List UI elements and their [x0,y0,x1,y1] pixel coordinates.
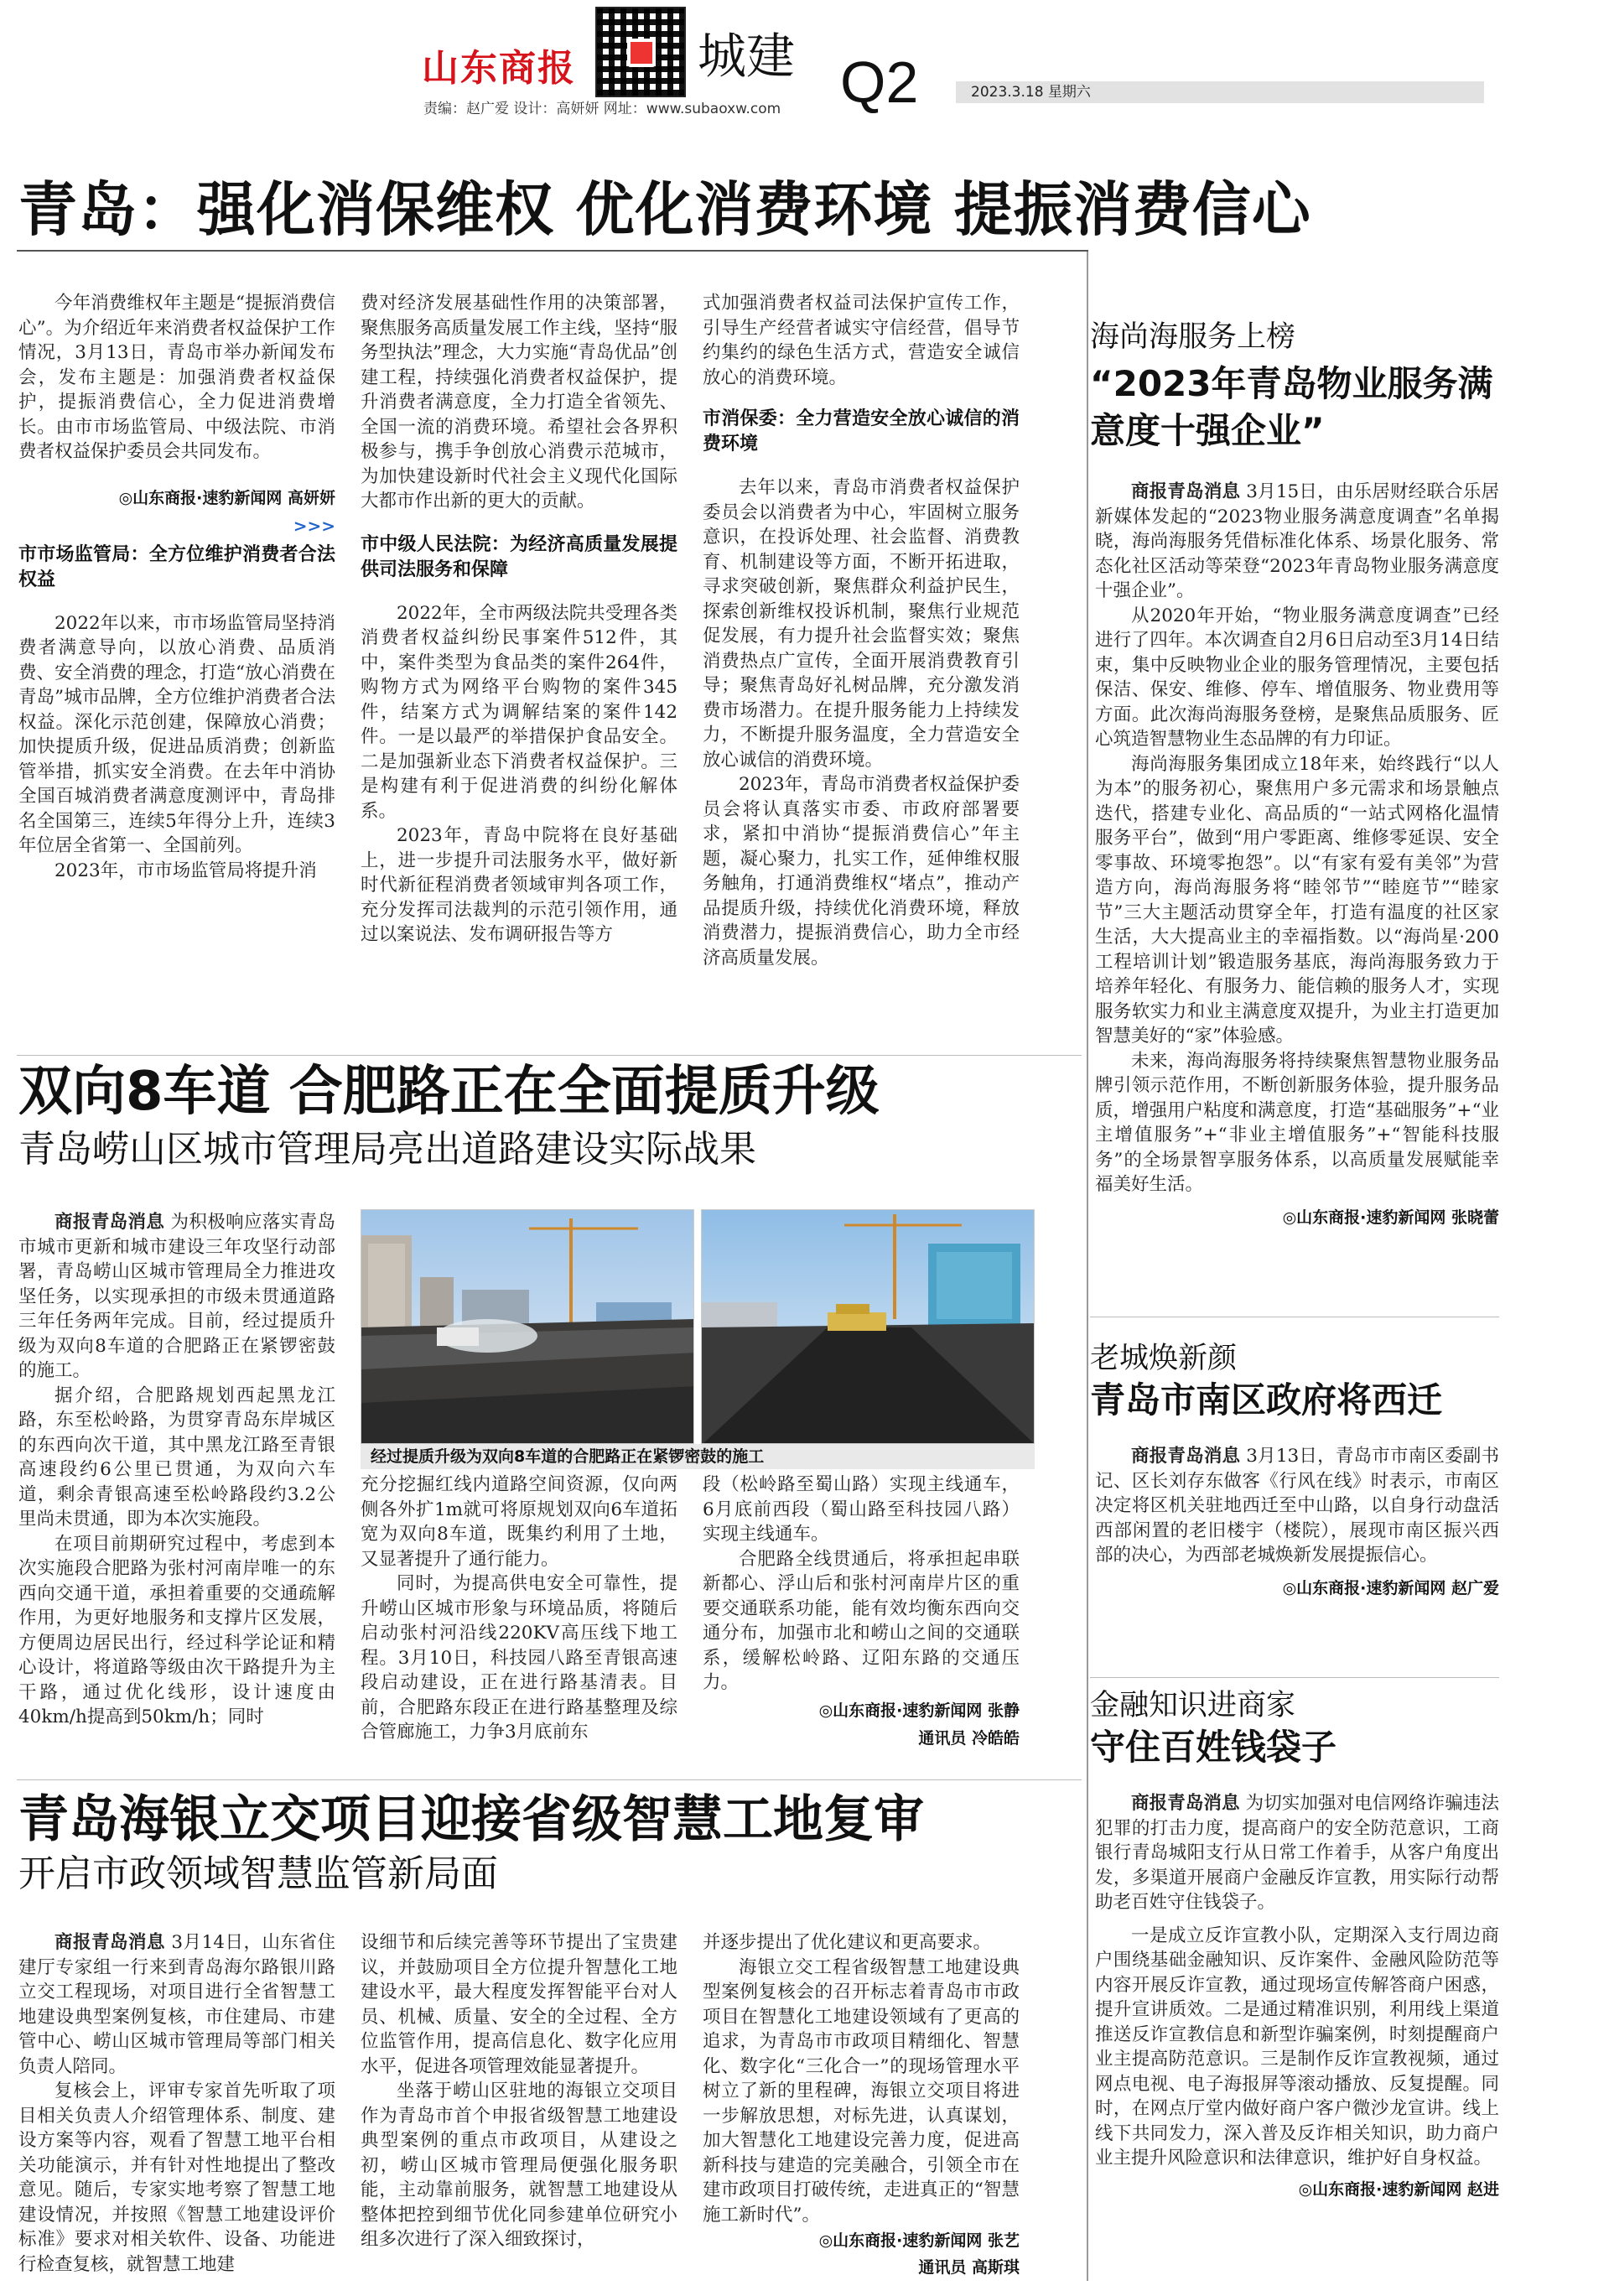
subhead: 市中级人民法院：为经济高质量发展提供司法服务和保障 [361,533,677,580]
sidebar-headline: “2023年青岛物业服务满意度十强企业” [1090,363,1493,451]
paragraph: 2022年，全市两级法院共受理各类消费者权益纠纷民事案件512件，其中，案件类型为食品类的案件264件，购物方式为网络平台购物的案件345件，结案方式为调解结案的案件142件。一是以最严的举措保护食品安全。二是加强新业态下消费者权益保护。三是构建有利于促进消费的纠纷化解体系。 [361,602,677,822]
paragraph-text: 3月14日，山东省住建厅专家组一行来到青岛海尔路银川路立交工程现场，对项目进行全省智慧工地建设典型案例复核，市住建局、市建管中心、崂山区城市管理局等部门相关负责人陪同。 [18,1932,335,2077]
paragraph: 从2020年开始，“物业服务满意度调查”已经进行了四年。本次调查自2月6日启动至3月14日结束，集中反映物业企业的服务管理情况，主要包括保洁、保安、维修、停车、增值服务、物业费用等方面。此次海尚海服务登榜，是聚焦品质服务、匠心筑造智慧物业生态品牌的有力印证。 [1095,605,1499,750]
dateline-lead: 商报青岛消息 [1131,1446,1241,1467]
sidebar-body [1090,1444,1499,1601]
story2-headline: 双向8车道 合肥路正在全面提质升级 [18,1061,880,1123]
section-name: 城建 [698,28,796,85]
story2-column-1 [18,1210,335,1730]
paragraph: 2023年，青岛市消费者权益保护委员会将认真落实市委、市政府部署要求，紧扣中消协“提振消费信心”年主题，凝心聚力，扎实工作，延伸维权服务触角，打通消费维权“堵点”，推动产品提质升级，持续优化消费环境，释放消费潜力，提振消费信心，助力全市经济高质量发展。 [703,774,1020,969]
story2-column-2 [361,1473,677,1745]
dateline-lead: 商报青岛消息 [54,1212,165,1233]
paragraph: 充分挖掘红线内道路空间资源，仅向两侧各外扩1m就可将原规划双向6车道拓宽为双向8车道，既集约利用了土地，又显著提升了通行能力。 [361,1474,677,1570]
paragraph [18,1930,335,2079]
paragraph-text: 3月13日，青岛市市南区委副书记、区长刘存东做客《行风在线》时表示，市南区决定将区机关驻地西迁至中山路，以自身行动盘活西部闲置的老旧楼宇（楼院），展现市南区振兴西部的决心，为西部老城焕新发展提振信心。 [1095,1446,1499,1566]
story1-column-3 [703,291,1020,970]
subhead: 市市场监管局：全方位维护消费者合法权益 [18,543,335,590]
issue-date: 2023.3.18 星期六 [956,81,1484,103]
paragraph: 海尚海服务集团成立18年来，始终践行“以人为本”的服务初心，聚焦用户多元需求和场景触点迭代，搭建专业化、高品质的“一站式网格化温情服务平台”，做到“用户零距离、维修零延误、安全零事故、环境零抱怨”。以“有家有爱有美邻”为营造方向，海尚海服务将“睦邻节”“睦庭节”“睦家节”三大主题活动贯穿全年，打造有温度的社区家生活，大大提高业主的幸福指数。以“海尚星·200工程培训计划”锻造服务基底，海尚海服务致力于培养年轻化、有服务力、能信赖的服务人才，实现服务软实力和业主满意度双提升，为业主打造更加智慧美好的“家”体验感。 [1095,753,1499,1047]
paragraph [1095,1791,1499,1915]
divider [17,1055,1082,1056]
byline: 通讯员 冷皓皓 [918,1729,1020,1748]
road-spraying-photo-icon [361,1210,694,1444]
story3-column-1 [18,1930,335,2277]
photo-caption: 经过提质升级为双向8车道的合肥路正在紧锣密鼓的施工 [361,1444,1035,1469]
column-rule [1087,252,1088,2281]
paragraph-text: 3月15日，由乐居财经联合乐居新媒体发起的“2023物业服务满意度调查”名单揭晓，海尚海服务凭借标准化体系、场景化服务、常态化社区活动等荣登“2023年青岛物业服务满意度十强企业”。 [1095,481,1499,601]
paragraph: 未来，海尚海服务将持续聚焦智慧物业服务品牌引领示范作用，不断创新服务体验，提升服务品质，增强用户粘度和满意度，打造“基础服务”+“业主增值服务”+“非业主增值服务”+“智能科技服务”的全场景智享服务体系，以高质量发展赋能幸福美好生活。 [1095,1050,1499,1195]
story3-column-3 [703,1930,1020,2280]
dateline-lead: 商报青岛消息 [54,1932,166,1953]
divider [17,1779,1082,1780]
dateline-lead: 商报青岛消息 [1131,1793,1240,1814]
paragraph: 在项目前期研究过程中，考虑到本次实施段合肥路为张村河南岸唯一的东西向交通干道，承担着重要的交通疏解作用，为更好地服务和支撑片区发展，方便周边居民出行，经过科学论证和精心设计，将道路等级由次干路提升为主干路，通过优化线形，设计速度由40km/h提高到50km/h；同时 [18,1533,335,1727]
paragraph-text: 为切实加强对电信网络诈骗违法犯罪的打击力度，提高商户的安全防范意识，工商银行青岛城阳支行从日常工作着手，从客户角度出发，多渠道开展商户金融反诈宣教，用实际行动帮助老百姓守住钱袋子。 [1095,1793,1499,1913]
sidebar-story-1 [1090,319,1499,1230]
paragraph: 一是成立反诈宣教小队，定期深入支行周边商户围绕基础金融知识、反诈案件、金融风险防范等内容开展反诈宣教，通过现场宣传解答商户困惑，提升宣讲质效。二是通过精准识别，利用线上渠道推送反诈宣教信息和新型诈骗案例，时刻提醒商户业主提高防范意识。三是制作反诈宣教视频，通过网点电视、电子海报屏等滚动播放、反复提醒。同时，在网点厅堂内做好商户客户微沙龙宣讲。线上线下共同发力，深入普及反诈相关知识，助力商户业主提升风险意识和法律意识，维护好自身权益。 [1095,1925,1499,2169]
newspaper-logo: 山东商报 [422,47,576,90]
paragraph [18,1210,335,1384]
sidebar-body [1090,1791,1499,2202]
byline: 通讯员 高斯琪 [918,2257,1020,2277]
continue-arrows-icon: >>> [293,516,335,536]
qr-code-icon [595,7,686,97]
sidebar-body [1090,480,1499,1230]
dateline-lead: 商报青岛消息 [1131,481,1241,502]
page-number: Q2 [840,49,919,115]
story2-column-3 [703,1473,1020,1752]
story2-subheadline: 青岛崂山区城市管理局亮出道路建设实际战果 [18,1128,756,1171]
byline: ◎山东商报·速豹新闻网 高妍妍 [118,488,335,507]
sidebar-headline: 青岛市南区政府将西迁 [1090,1379,1443,1421]
sidebar-headline: 守住百姓钱袋子 [1090,1727,1337,1768]
construction-photo-2 [701,1209,1035,1444]
lead-headline: 青岛：强化消保维权 优化消费环境 提振消费信心 [18,175,1311,244]
paragraph: 并逐步提出了优化建议和更高要求。 [703,1932,992,1953]
paragraph: 据介绍，合肥路规划西起黑龙江路，东至松岭路，为贯穿青岛东岸城区的东西向次干道，其中黑龙江路至青银高速段约6公里已贯通，为双向六车道，剩余青银高速至松岭路段约3.2公里尚未贯通，即为本次实施段。 [18,1384,335,1530]
story3-subheadline: 开启市政领域智慧监管新局面 [18,1852,498,1895]
paragraph [1095,480,1499,604]
byline: ◎山东商报·速豹新闻网 张静 [818,1701,1020,1720]
paragraph: 2022年以来，市市场监管局坚持消费者满意导向，以放心消费、品质消费、安全消费的理念，打造“放心消费在青岛”城市品牌，全方位维护消费者合法权益。深化示范创建，保障放心消费；加快提质升级，促进品质消费；创新监管举措，抓实安全消费。在去年中消协全国百城消费者满意度测评中，青岛排名全国第三，连续5年得分上升，连续3年位居全省第一、全国前列。 [18,612,335,856]
byline: ◎山东商报·速豹新闻网 张晓蕾 [1282,1208,1499,1227]
construction-photo-1 [361,1209,694,1444]
divider [17,250,1088,252]
editor-credits: 责编：赵广爱 设计：高妍妍 网址：www.subaoxw.com [423,101,781,117]
story1-column-2 [361,291,677,948]
paragraph-text: 为积极响应落实青岛市城市更新和城市建设三年攻坚行动部署，青岛崂山区城市管理局全力推进攻坚任务，以实现承担的市级未贯通道路三年任务两年完成。目前，经过提质升级为双向8车道的合肥路正在紧锣密鼓的施工。 [18,1212,335,1381]
paragraph: 费对经济发展基础性作用的决策部署，聚焦服务高质量发展工作主线，坚持“服务型执法”理念，大力实施“青岛优品”创建工程，持续强化消费者权益保护，提升消费者满意度，全力打造全省领先、全国一流的消费环境。希望社会各界积极参与，携手争创放心消费示范城市，为加快建设新时代社会主义现代化国际大都市作出新的更大的贡献。 [361,293,677,512]
story1-column-1 [18,291,335,883]
paragraph: 复核会上，评审专家首先听取了项目相关负责人介绍管理体系、制度、建设方案等内容，观看了智慧工地平台相关功能演示，并有针对性地提出了整改意见。随后，专家实地考察了智慧工地建设情况，并按照《智慧工地建设评价标准》要求对相关软件、设备、功能进行检查复核，就智慧工地建 [18,2080,335,2275]
paragraph: 式加强消费者权益司法保护宣传工作，引导生产经营者诚实守信经营，倡导节约集约的绿色生活方式，营造安全诚信放心的消费环境。 [703,293,1020,388]
story3-column-2 [361,1930,677,2252]
paragraph [1095,1444,1499,1568]
divider [1090,1677,1499,1678]
kicker: 海尚海服务上榜 [1090,320,1296,354]
road-paving-photo-icon [702,1210,1035,1444]
paragraph: 2023年，市市场监管局将提升消 [54,860,317,881]
paragraph: 坐落于崂山区驻地的海银立交项目作为青岛市首个申报省级智慧工地建设典型案例的重点市政项目，从建设之初，崂山区城市管理局便强化服务职能，主动靠前服务，就智慧工地建设从整体把控到细节优化同参建单位研究小组多次进行了深入细致探讨， [361,2080,677,2250]
byline: ◎山东商报·速豹新闻网 张艺 [818,2231,1020,2250]
paragraph: 去年以来，青岛市消费者权益保护委员会以消费者为中心，牢固树立服务意识，在投诉处理、社会监督、消费教育、机制建设等方面，不断开拓进取，寻求突破创新，聚焦群众利益护民生，探索创新维权投诉机制，聚焦行业规范促发展，有力提升社会监督实效；聚焦消费热点广宣传，全面开展消费教育引导；聚焦青岛好礼树品牌，充分激发消费市场潜力。在提升服务能力上持续发力，不断提升服务温度，全力营造安全放心诚信的消费环境。 [703,477,1020,771]
kicker: 老城焕新颜 [1090,1342,1238,1375]
paragraph: 设细节和后续完善等环节提出了宝贵建议，并鼓励项目全方位提升智慧化工地建设水平，最大程度发挥智能平台对人员、机械、质量、安全的全过程、全方位监管作用，提高信息化、数字化应用水平，促进各项管理效能显著提升。 [361,1932,677,2077]
paragraph: 同时，为提高供电安全可靠性，提升崂山区城市形象与环境品质，将随后启动张村河沿线220KV高压线下地工程。3月10日，科技园八路至青银高速段启动建设，正在进行路基清表。目前，合肥路东段正在进行路基整理及综合管廊施工，力争3月底前东 [361,1573,677,1743]
kicker: 金融知识进商家 [1090,1689,1296,1722]
subhead: 市消保委：全力营造安全放心诚信的消费环境 [703,408,1020,455]
paragraph: 今年消费维权年主题是“提振消费信心”。为介绍近年来消费者权益保护工作情况，3月13日，青岛市举办新闻发布会，发布主题是：加强消费者权益保护，提振消费信心，全力促进消费增长。由市市场监管局、中级法院、市消费者权益保护委员会共同发布。 [18,293,335,462]
paragraph: 合肥路全线贯通后，将承担起串联新都心、浮山后和张村河南岸片区的重要交通联系功能，能有效均衡东西向交通分布，加强市北和崂山之间的交通联系，缓解松岭路、辽阳东路的交通压力。 [703,1548,1020,1693]
sidebar-story-3 [1090,1687,1499,2202]
sidebar-story-2 [1090,1340,1499,1601]
paragraph: 海银立交工程省级智慧工地建设典型案例复核会的召开标志着青岛市市政项目在智慧化工地建设领域有了更高的追求，为青岛市市政项目精细化、智慧化、数字化“三化合一”的现场管理水平树立了新的里程碑，海银立交项目将进一步解放思想，对标先进，认真谋划，加大智慧化工地建设完善力度，促进高新科技与建造的完美融合，引领全市在建市政项目打破传统，走进真正的“智慧施工新时代”。 [703,1956,1020,2226]
story3-headline: 青岛海银立交项目迎接省级智慧工地复审 [18,1790,924,1849]
byline: ◎山东商报·速豹新闻网 赵进 [1298,2179,1499,2199]
paragraph: 2023年，青岛中院将在良好基础上，进一步提升司法服务水平，做好新时代新征程消费者领域审判各项工作，充分发挥司法裁判的示范引领作用，通过以案说法、发布调研报告等方 [361,825,677,945]
paragraph: 段（松岭路至蜀山路）实现主线通车，6月底前西段（蜀山路至科技园八路）实现主线通车。 [703,1474,1020,1545]
byline: ◎山东商报·速豹新闻网 赵广爱 [1282,1578,1499,1597]
